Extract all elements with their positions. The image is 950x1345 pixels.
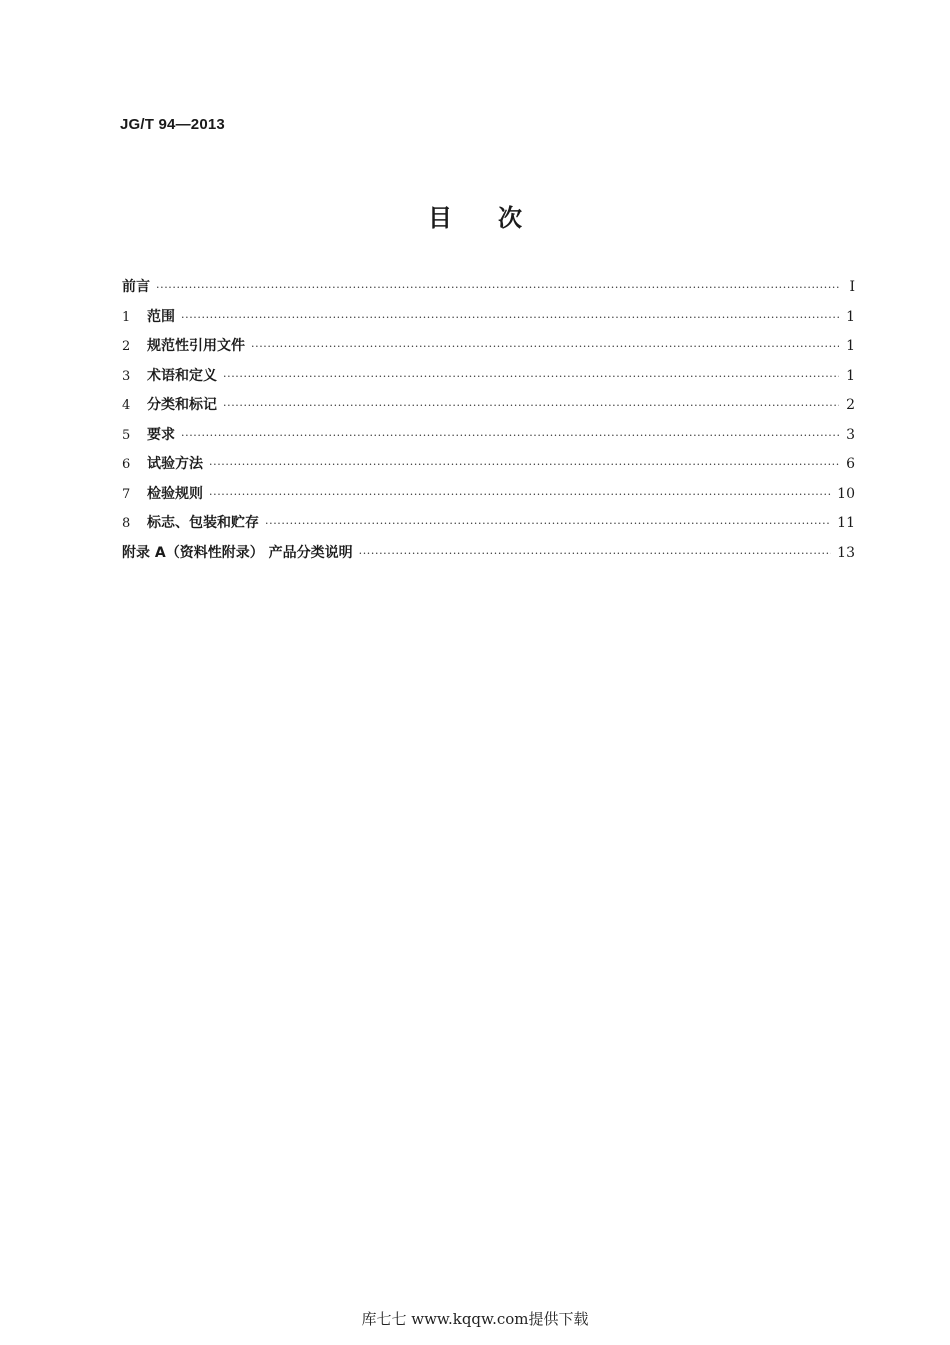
toc-entry-page: 13 xyxy=(837,544,855,561)
toc-entry-appendix-a[interactable] xyxy=(122,542,855,572)
toc-leader-dots xyxy=(223,370,839,383)
toc-title xyxy=(0,198,950,233)
toc-entry-label: 规范性引用文件 xyxy=(147,338,245,354)
toc-entry-label: 标志、包装和贮存 xyxy=(147,515,259,531)
toc-entry-4[interactable] xyxy=(122,394,855,424)
toc-leader-dots xyxy=(181,311,839,324)
toc-leader-dots xyxy=(251,340,839,353)
toc-entry-number: 6 xyxy=(122,457,131,472)
toc-entry-label: 要求 xyxy=(147,426,175,443)
toc-entry-number: 1 xyxy=(122,309,131,325)
toc-entry-page: I xyxy=(849,279,855,295)
toc-title-part1: 目 xyxy=(428,204,452,232)
toc-entry-5[interactable] xyxy=(122,424,855,454)
toc-entry-page: 6 xyxy=(846,456,855,472)
toc-entry-page: 2 xyxy=(846,397,855,413)
toc-entry-number: 4 xyxy=(122,398,131,413)
toc-entry-label: 范围 xyxy=(147,308,175,325)
toc-leader-dots xyxy=(359,547,832,560)
toc-entry-page: 1 xyxy=(846,338,855,354)
standard-code: JG/T 94—2013 xyxy=(120,116,225,133)
toc-entry-page: 10 xyxy=(837,485,855,502)
toc-leader-dots xyxy=(209,488,831,501)
toc-leader-dots xyxy=(223,399,839,412)
toc-entry-label: 检验规则 xyxy=(147,485,203,502)
toc-title-part2: 次 xyxy=(498,204,522,232)
toc-entry-number: 2 xyxy=(122,339,131,354)
toc-entry-label: 分类和标记 xyxy=(147,397,217,413)
toc-entry-label: 术语和定义 xyxy=(147,367,217,384)
table-of-contents xyxy=(122,276,855,571)
toc-entry-label: 附录 A（资料性附录） 产品分类说明 xyxy=(122,544,353,561)
toc-leader-dots xyxy=(209,458,839,471)
toc-leader-dots xyxy=(181,429,839,442)
toc-entry-label: 试验方法 xyxy=(147,456,203,472)
toc-entry-page: 3 xyxy=(846,426,855,443)
toc-entry-number: 7 xyxy=(122,486,131,502)
toc-entry-page: 11 xyxy=(837,515,855,531)
toc-entry-foreword[interactable] xyxy=(122,276,855,306)
toc-entry-page: 1 xyxy=(846,308,855,325)
download-source-footer: 库七七 www.kqqw.com提供下载 xyxy=(361,1310,589,1328)
toc-entry-number: 3 xyxy=(122,368,131,384)
toc-entry-8[interactable] xyxy=(122,512,855,542)
toc-entry-3[interactable] xyxy=(122,365,855,395)
toc-entry-2[interactable] xyxy=(122,335,855,365)
toc-entry-page: 1 xyxy=(846,367,855,384)
toc-entry-number: 5 xyxy=(122,427,131,443)
toc-entry-6[interactable] xyxy=(122,453,855,483)
toc-leader-dots xyxy=(265,517,831,530)
toc-entry-label: 前言 xyxy=(122,279,150,295)
toc-entry-7[interactable] xyxy=(122,483,855,513)
toc-entry-1[interactable] xyxy=(122,306,855,336)
toc-entry-number: 8 xyxy=(122,516,131,531)
toc-leader-dots xyxy=(156,281,839,294)
